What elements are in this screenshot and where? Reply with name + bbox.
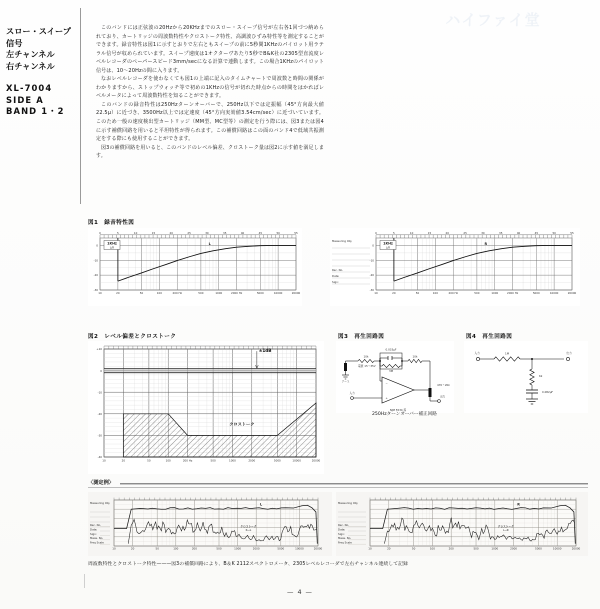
record-band: BAND 1・2 — [6, 106, 65, 117]
measurement-left-chart — [88, 492, 332, 556]
svg-text:1M: 1M — [504, 351, 510, 356]
svg-text:20: 20 — [116, 291, 120, 295]
svg-text:0.082μF: 0.082μF — [542, 390, 553, 394]
svg-text:25: 25 — [187, 230, 191, 235]
svg-text:20000: 20000 — [313, 546, 323, 551]
svg-text:出力: 出力 — [566, 351, 572, 355]
watermark: ハイファイ堂 — [445, 11, 541, 29]
svg-text:2000 Hz: 2000 Hz — [231, 291, 243, 295]
svg-text:2000 Hz: 2000 Hz — [507, 291, 519, 295]
svg-text:200: 200 — [191, 546, 197, 551]
svg-text:-20: -20 — [93, 273, 98, 278]
svg-text:Measuring Obj.: Measuring Obj. — [90, 501, 111, 505]
figure-3-caption: 図3 再生回路図 — [338, 334, 385, 340]
svg-text:15: 15 — [427, 230, 432, 235]
svg-text:3M: 3M — [388, 369, 394, 373]
measurement-right-chart — [336, 492, 588, 556]
svg-text:L: L — [208, 242, 211, 246]
paragraph-3: このバンドの録音特性は250Hzターンオーバーで、250Hz以下では定振幅（45°方向最大値22.5μ）に近づき、3500Hz以上では定速度（45°方向実効値3.54cm/sec）に近づいています。このため一般の速度検出型カートリッジ（MM型、MC型等）の測定を行う際には、図3または図4に示す補償回路を用いると平坦特性が得られます。この補償回路はこの面のバンド4で低域共振測定をする際にも使用することができます。 — [96, 101, 324, 143]
svg-text:50: 50 — [139, 291, 144, 295]
paragraph-4: 図3の補償回路を用いると、このバンドのレベル偏差、クロストーク量は図2に示す値を満足します。 — [96, 144, 324, 160]
svg-text:20: 20 — [121, 458, 126, 463]
figure-1-caption: 図1 録音特性図 — [88, 220, 135, 226]
svg-text:50: 50 — [155, 546, 159, 551]
svg-text:10: 10 — [112, 546, 116, 551]
svg-text:+: + — [385, 396, 388, 400]
svg-text:10: 10 — [98, 291, 102, 295]
measurement-rule — [120, 483, 588, 485]
svg-text:−: − — [385, 381, 388, 385]
svg-text:50: 50 — [411, 546, 416, 551]
svg-text:500: 500 — [216, 546, 222, 551]
svg-text:10k: 10k — [363, 354, 369, 359]
sidebar-title-line-2: 信号 — [6, 37, 23, 48]
svg-text:10000: 10000 — [273, 291, 283, 295]
svg-text:-10: -10 — [93, 258, 98, 263]
svg-text:±1dB: ±1dB — [258, 348, 272, 354]
svg-text:50: 50 — [552, 230, 556, 235]
svg-text:Measuring Obj.: Measuring Obj. — [332, 239, 353, 243]
svg-text:2000: 2000 — [510, 546, 518, 551]
svg-text:200 Hz: 200 Hz — [172, 291, 182, 295]
figure-4-circuit — [464, 341, 588, 413]
svg-text:10: 10 — [409, 230, 414, 235]
svg-text:-30: -30 — [369, 288, 374, 292]
svg-text:20000: 20000 — [571, 546, 581, 551]
svg-text:-30: -30 — [93, 288, 98, 292]
svg-text:45: 45 — [534, 230, 539, 235]
figure-3-circuit — [336, 341, 454, 413]
svg-text:10000: 10000 — [549, 291, 559, 295]
svg-text:Sign:: Sign: — [332, 280, 339, 284]
svg-text:50: 50 — [415, 291, 420, 295]
svg-text:40: 40 — [516, 230, 521, 235]
svg-text:Sign:: Sign: — [338, 531, 345, 536]
svg-text:10000: 10000 — [552, 546, 562, 551]
svg-text:100: 100 — [173, 546, 179, 551]
svg-text:Meas. No.: Meas. No. — [90, 536, 104, 541]
svg-text:-40: -40 — [97, 455, 102, 460]
figure-2-chart — [88, 341, 324, 474]
svg-text:-20: -20 — [369, 273, 374, 278]
svg-text:5: 5 — [392, 230, 395, 235]
figure-1-left-chart — [88, 228, 302, 306]
svg-text:35: 35 — [223, 230, 227, 235]
svg-text:Rec. No.: Rec. No. — [332, 268, 344, 272]
svg-text:Date:: Date: — [332, 274, 340, 278]
svg-text:1KHz: 1KHz — [107, 241, 117, 246]
figure-4-caption: 図4 再生回路図 — [466, 334, 513, 340]
sidebar-title-line-3: 左チャンネル — [6, 49, 55, 60]
svg-text:1000: 1000 — [234, 546, 242, 551]
sidebar-title-line-4: 右チャンネル — [6, 60, 55, 71]
svg-text:20: 20 — [387, 546, 391, 551]
svg-text:L/R: L/R — [109, 245, 115, 250]
svg-text:L→R: L→R — [502, 528, 509, 533]
svg-text:0: 0 — [375, 230, 377, 235]
svg-text:10k: 10k — [412, 354, 418, 359]
svg-text:1KHz: 1KHz — [383, 241, 393, 246]
svg-text:30: 30 — [205, 230, 209, 235]
svg-text:55: 55 — [570, 230, 574, 235]
svg-text:500: 500 — [210, 458, 216, 463]
svg-text:20000: 20000 — [567, 291, 577, 295]
paragraph-1: このバンドには正弦波の20Hzから20KHzまでのスロー・スイープ信号が左右各1回づつ納められており、カートリッジの周波数特性やクロストーク特性、高調波ひずみ特性等を測定することができます。録音特性は図1に示すとおりで左右ともスイープの前に5秒間1KHzのパイロット用ラテラル信号が収められています。スイープ速度は1オクターヴあたり5秒でB&K社の2305型直流度レベルレコーダのペーパースピード3mm/secになる計算で連動します。この場合1KHzのパイロット信号は、10〜20Hzの間に入ります。 — [96, 25, 324, 74]
svg-text:クロストーク: クロストーク — [240, 524, 257, 529]
svg-text:5000: 5000 — [532, 291, 540, 295]
svg-text:200 Hz: 200 Hz — [182, 458, 193, 463]
svg-text:50: 50 — [147, 458, 151, 463]
svg-text:10000: 10000 — [295, 546, 304, 551]
sidebar-header — [6, 26, 78, 118]
svg-text:-10: -10 — [97, 390, 102, 395]
sidebar-divider — [80, 8, 81, 204]
figure-1-right-chart — [330, 228, 580, 306]
svg-text:NJM 5534 等: NJM 5534 等 — [389, 408, 407, 412]
svg-text:クロストーク: クロストーク — [497, 524, 514, 529]
svg-text:30: 30 — [481, 230, 485, 235]
svg-text:L/R: L/R — [385, 245, 391, 250]
svg-text:2000: 2000 — [248, 458, 256, 463]
svg-text:10: 10 — [133, 230, 138, 235]
svg-text:+10: +10 — [96, 347, 102, 352]
svg-text:10: 10 — [368, 546, 372, 551]
svg-text:入力: 入力 — [474, 351, 480, 355]
svg-text:35: 35 — [499, 230, 503, 235]
svg-text:Meas. No.: Meas. No. — [338, 536, 352, 541]
svg-text:5: 5 — [116, 230, 119, 235]
svg-text:10: 10 — [374, 291, 378, 295]
page-number: — 4 — — [287, 588, 313, 596]
svg-text:Sign:: Sign: — [90, 531, 97, 536]
svg-text:電源 15〜35V: 電源 15〜35V — [358, 364, 376, 368]
measurement-caption: 周波数特性とクロストーク特性———図3の補償回路により、B＆K 2112スペクトロメータ、2305レベルレコーダで左右チャンネル連続して記録 — [88, 562, 408, 567]
svg-text:0.033μF: 0.033μF — [385, 347, 397, 352]
svg-text:1000: 1000 — [491, 291, 499, 295]
svg-text:20: 20 — [169, 230, 173, 235]
svg-text:25: 25 — [463, 230, 467, 235]
svg-text:Freq Scale: Freq Scale — [338, 540, 352, 545]
svg-text:-20: -20 — [97, 412, 102, 416]
svg-text:500: 500 — [474, 291, 480, 295]
svg-text:6k: 6k — [539, 374, 543, 378]
svg-text:R: R — [484, 242, 488, 246]
record-side: SIDE A — [6, 94, 44, 105]
svg-text:0: 0 — [99, 230, 101, 235]
svg-text:500: 500 — [198, 291, 204, 295]
svg-text:20: 20 — [392, 291, 396, 295]
svg-text:0: 0 — [96, 243, 98, 248]
svg-text:Measuring Obj.: Measuring Obj. — [338, 501, 359, 505]
bottom-divider — [84, 574, 85, 588]
svg-text:470〜20k: 470〜20k — [437, 383, 450, 387]
figure-2-caption: 図2 レベル偏差とクロストーク — [88, 334, 177, 340]
svg-text:100: 100 — [156, 291, 162, 295]
svg-text:1000: 1000 — [229, 458, 236, 463]
svg-text:L: L — [260, 502, 263, 507]
svg-text:10000: 10000 — [292, 458, 301, 463]
svg-text:20: 20 — [445, 230, 449, 235]
svg-text:Date:: Date: — [338, 527, 346, 532]
svg-text:1000: 1000 — [215, 291, 223, 295]
svg-text:45: 45 — [258, 230, 263, 235]
svg-text:40: 40 — [240, 230, 245, 235]
svg-text:5000: 5000 — [273, 458, 281, 463]
svg-text:55: 55 — [294, 230, 298, 235]
figure-3-subcaption: 250Hzターンオーバー補正回路 — [372, 412, 437, 417]
svg-text:200 Hz: 200 Hz — [448, 291, 458, 295]
svg-text:Rec. No.: Rec. No. — [90, 523, 102, 527]
svg-text:100: 100 — [432, 291, 438, 295]
svg-text:50: 50 — [276, 230, 280, 235]
svg-text:200: 200 — [448, 546, 454, 551]
svg-text:0: 0 — [100, 368, 102, 373]
svg-text:-30: -30 — [97, 433, 102, 438]
svg-text:Freq Scale: Freq Scale — [90, 540, 104, 545]
svg-text:0: 0 — [372, 243, 374, 248]
svg-text:Date:: Date: — [90, 527, 98, 532]
svg-text:アース: アース — [341, 379, 350, 384]
svg-text:-10: -10 — [369, 258, 374, 263]
svg-text:100: 100 — [429, 546, 435, 551]
measurement-section-label: 〈測定例〉 — [88, 480, 114, 486]
svg-text:クロストーク: クロストーク — [229, 421, 255, 427]
svg-text:R→L: R→L — [245, 528, 252, 533]
svg-text:1000: 1000 — [491, 546, 499, 551]
measurement-rule-secondary — [88, 487, 588, 488]
svg-text:15: 15 — [151, 230, 156, 235]
svg-text:20000: 20000 — [311, 458, 321, 463]
svg-text:500: 500 — [473, 546, 479, 551]
svg-text:5000: 5000 — [256, 291, 264, 295]
svg-text:入力: 入力 — [349, 391, 355, 395]
svg-text:Rec. No.: Rec. No. — [338, 523, 350, 527]
svg-text:5000: 5000 — [277, 546, 285, 551]
svg-text:20: 20 — [130, 546, 135, 551]
svg-text:100: 100 — [165, 458, 171, 463]
paragraph-2: なおレベルレコーダを使わなくても図1の上端に記入のタイムチャートで周波数と時間の関係がわかりますから、ストップウォッチ等で初めの1KHzの信号が切れた時点からの時間をはかればレベルメータによって周波数特性を知ることができます。 — [96, 76, 324, 100]
svg-text:20000: 20000 — [291, 291, 301, 295]
svg-text:2000: 2000 — [252, 546, 260, 551]
svg-text:10: 10 — [102, 458, 106, 463]
svg-text:出力: 出力 — [440, 394, 446, 399]
catalog-number: XL-7004 — [6, 83, 53, 94]
sidebar-title-line-1: スロー・スイープ — [6, 26, 71, 36]
body-text — [96, 24, 324, 161]
svg-text:5000: 5000 — [535, 546, 542, 551]
svg-text:R: R — [517, 502, 520, 507]
